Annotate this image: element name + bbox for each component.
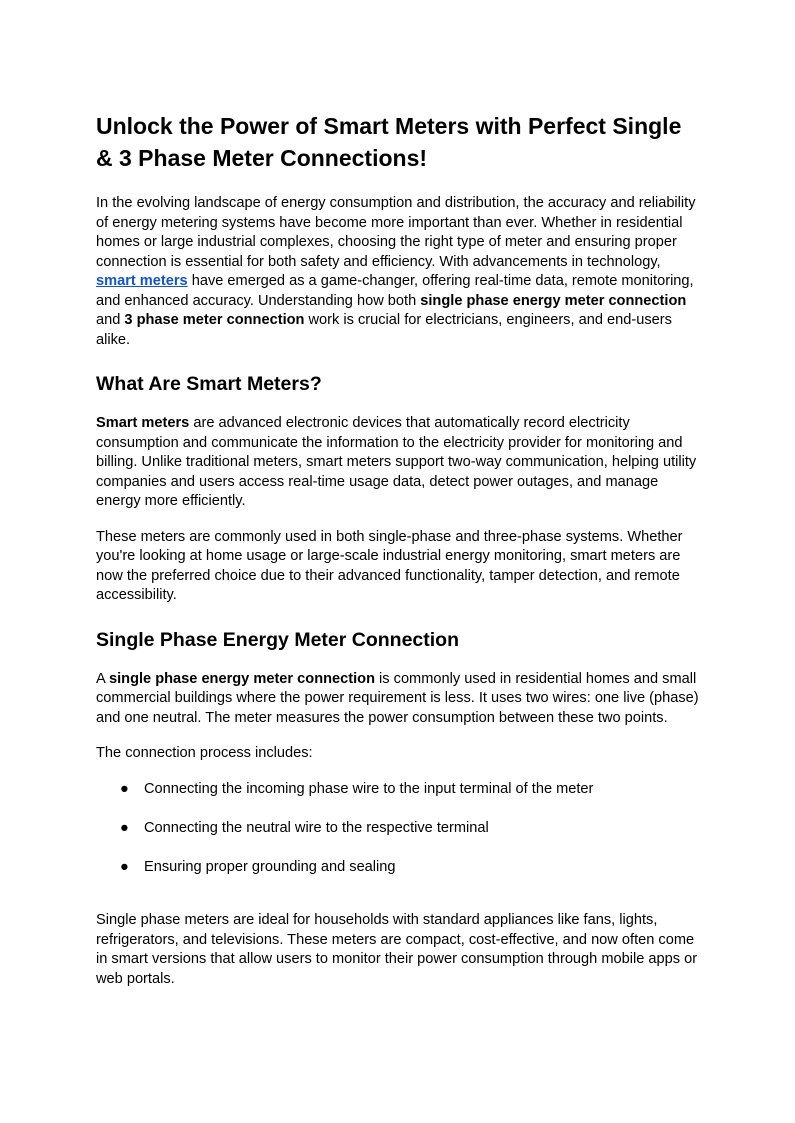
section-heading-single-phase: Single Phase Energy Meter Connection	[96, 628, 459, 651]
list-item-text: Connecting the neutral wire to the respective terminal	[144, 819, 489, 836]
list-item	[120, 858, 702, 878]
smart-meters-text-1: are advanced electronic devices that automatically record electricity consumption and communicate the information to the electricity provider for monitoring and billing. Unlike traditional meters, smart meters support two-way communication, helping utility companies and users access real-time usage data, detect power outages, and manage energy more efficiently.	[96, 415, 697, 509]
smart-meters-paragraph-2: These meters are commonly used in both single-phase and three-phase systems. Whether you're looking at home usage or large-scale industrial energy monitoring, smart meters are now the preferred choice due to their advanced functionality, tamper detection, and remote accessibility.	[96, 528, 683, 603]
single-phase-bold: single phase energy meter connection	[108, 670, 375, 687]
single-phase-text-1: is commonly used in residential homes and small commercial buildings where the power requirement is less. It uses two wires: one live (phase) and one neutral. The meter measures the power consumption between these two points.	[96, 670, 699, 726]
intro-bold-single-phase: single phase energy meter connection	[420, 292, 687, 309]
smart-meters-link[interactable]: smart meters	[96, 273, 188, 289]
intro-text-2: have emerged as a game-changer, offering real-time data, remote monitoring, and enhanced accuracy. Understanding how both	[96, 273, 694, 309]
list-item	[120, 780, 702, 800]
smart-meters-paragraph-1	[96, 414, 702, 512]
intro-text-1: In the evolving landscape of energy consumption and distribution, the accuracy and reliability of energy metering systems have become more important than ever. Whether in residential homes or large industrial complexes, choosing the right type of meter and ensuring proper connection is essential for both safety and efficiency. With advancements in technology,	[96, 195, 696, 270]
bullet-icon: ●	[120, 858, 129, 875]
intro-bold-three-phase: 3 phase meter connection	[124, 312, 305, 328]
intro-text-3: and	[96, 312, 125, 328]
single-phase-paragraph-1	[96, 670, 702, 729]
single-phase-paragraph-3: Single phase meters are ideal for households with standard appliances like fans, lights, refrigerators, and televisions. These meters are compact, cost-effective, and now often come in smart versions that allow users to monitor their power consumption through mobile apps or web portals.	[96, 912, 698, 987]
intro-text-4: work is crucial for electricians, engineers, and end-users alike.	[96, 312, 672, 348]
list-item-text: Connecting the incoming phase wire to the input terminal of the meter	[144, 780, 594, 797]
single-phase-pre: A	[96, 670, 109, 687]
bullet-icon: ●	[120, 780, 129, 797]
document-page	[96, 110, 702, 1005]
bullet-icon: ●	[120, 819, 129, 836]
connection-steps-list	[96, 780, 702, 878]
page-title: Unlock the Power of Smart Meters with Perfect Single & 3 Phase Meter Connections!	[96, 113, 682, 171]
single-phase-paragraph-2: The connection process includes:	[96, 745, 313, 761]
list-item-text: Ensuring proper grounding and sealing	[144, 858, 396, 875]
smart-meters-bold: Smart meters	[96, 415, 190, 431]
section-heading-smart-meters: What Are Smart Meters?	[96, 373, 322, 395]
list-item	[120, 819, 702, 839]
intro-paragraph	[96, 194, 702, 350]
